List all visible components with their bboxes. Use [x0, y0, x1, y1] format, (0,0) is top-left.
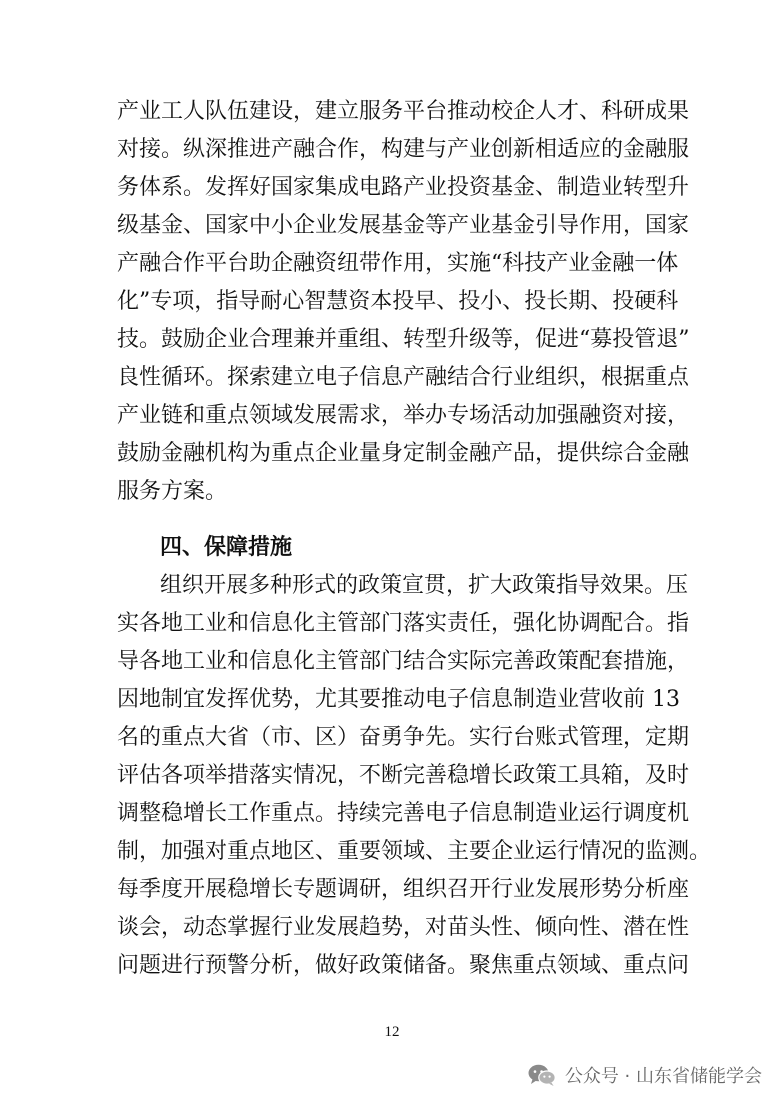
text-line: 产业链和重点领域发展需求，举办专场活动加强融资对接，: [117, 403, 690, 428]
text-line: 导各地工业和信息化主管部门结合实际完善政策配套措施，: [117, 649, 690, 674]
text-line: 良性循环。探索建立电子信息产融结合行业组织，根据重点: [117, 365, 690, 390]
text-line: 每季度开展稳增长专题调研，组织召开行业发展形势分析座: [117, 877, 690, 902]
text-line: 级基金、国家中小企业发展基金等产业基金引导作用，国家: [117, 213, 690, 238]
text-line: 对接。纵深推进产融合作，构建与产业创新相适应的金融服: [117, 137, 690, 162]
text-line: 务体系。发挥好国家集成电路产业投资基金、制造业转型升: [117, 175, 690, 200]
text-line: 组织开展多种形式的政策宣贯，扩大政策指导效果。压: [160, 573, 689, 598]
watermark: [527, 1062, 762, 1088]
text-line: 制，加强对重点地区、重要领域、主要企业运行情况的监测。: [117, 839, 712, 864]
text-line: 问题进行预警分析，做好政策储备。聚焦重点领域、重点问: [117, 953, 690, 978]
section-heading: 四、保障措施: [160, 535, 293, 560]
text-line: 产融合作平台助企融资纽带作用，实施“科技产业金融一体: [117, 251, 679, 276]
text-line: 技。鼓励企业合理兼并重组、转型升级等，促进“募投管退”: [117, 327, 690, 352]
text-line: 鼓励金融机构为重点企业量身定制金融产品，提供综合金融: [117, 441, 690, 466]
wechat-icon: [527, 1063, 557, 1087]
text-line: 调整稳增长工作重点。持续完善电子信息制造业运行调度机: [117, 801, 690, 826]
page-number: 12: [384, 1024, 400, 1040]
text-line: 服务方案。: [117, 479, 228, 504]
text-line: 化”专项，指导耐心智慧资本投早、投小、投长期、投硬科: [117, 289, 679, 314]
text-line: 因地制宜发挥优势，尤其要推动电子信息制造业营收前 13: [117, 687, 680, 712]
text-line: 实各地工业和信息化主管部门落实责任，强化协调配合。指: [117, 611, 690, 636]
text-line: 谈会，动态掌握行业发展趋势，对苗头性、倾向性、潜在性: [117, 915, 690, 940]
watermark-text: 公众号 · 山东省储能学会: [564, 1066, 762, 1087]
text-line: 产业工人队伍建设，建立服务平台推动校企人才、科研成果: [117, 99, 690, 124]
text-line: 评估各项举措落实情况，不断完善稳增长政策工具箱，及时: [117, 763, 690, 788]
text-line: 名的重点大省（市、区）奋勇争先。实行台账式管理，定期: [117, 725, 690, 750]
